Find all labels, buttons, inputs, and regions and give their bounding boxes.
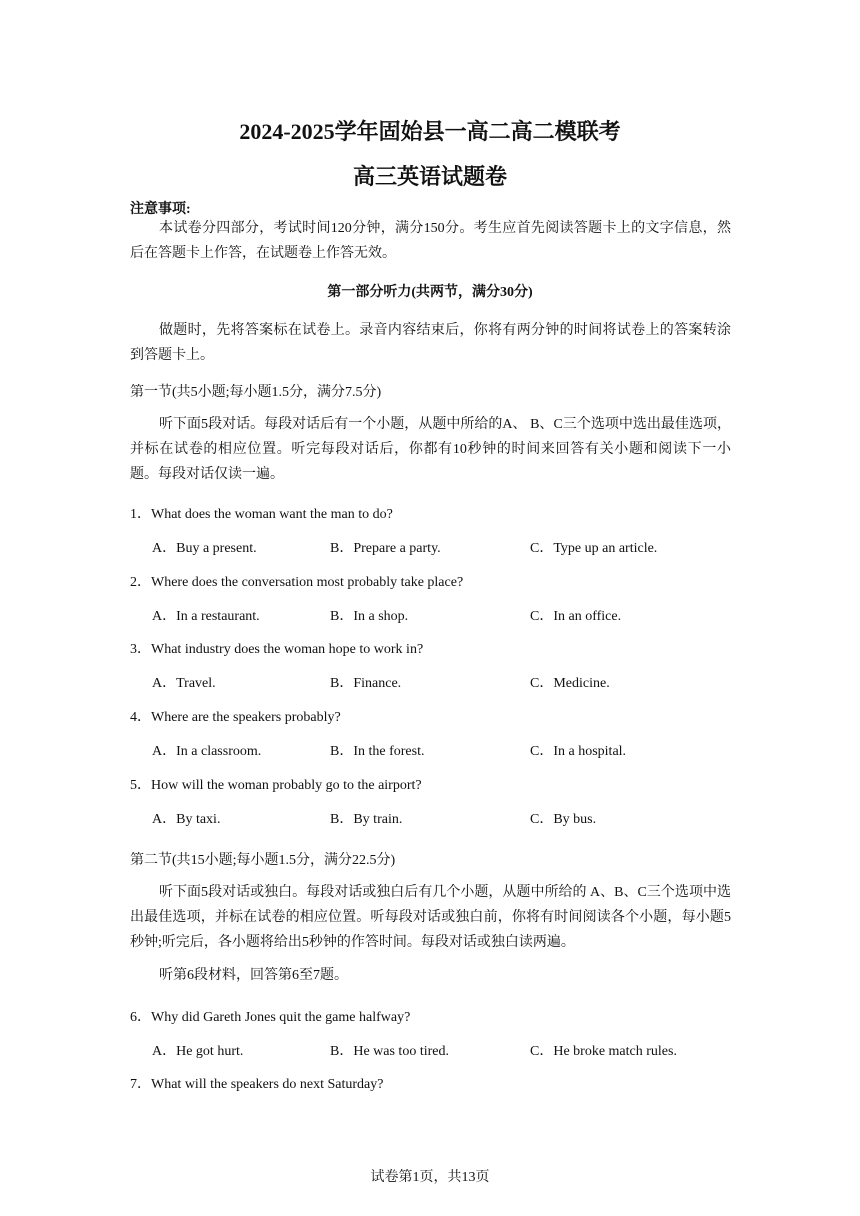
- notice-heading: 注意事项:: [130, 202, 191, 217]
- question-stem: 6．Why did Gareth Jones quit the game halfway?: [130, 1010, 411, 1025]
- option-c: C．In an office.: [530, 609, 622, 624]
- option-a: A．Buy a present.: [152, 541, 257, 556]
- section1-heading: 第一节(共5小题;每小题1.5分，满分7.5分): [130, 385, 382, 400]
- section2-heading: 第二节(共15小题;每小题1.5分，满分22.5分): [130, 853, 396, 868]
- option-c: C．Type up an article.: [530, 541, 658, 556]
- part1-instructions: 做题时，先将答案标在试卷上。录音内容结束后，你将有两分钟的时间将试卷上的答案转涂到答题卡上。: [130, 323, 731, 363]
- question-stem: 4．Where are the speakers probably?: [130, 710, 341, 725]
- exam-title: 2024-2025学年固始县一高二高二模联考: [239, 119, 621, 144]
- material-note: 听第6段材料，回答第6至7题。: [159, 968, 348, 983]
- option-a: A．In a classroom.: [152, 744, 262, 759]
- question-stem: 5．How will the woman probably go to the airport?: [130, 778, 422, 793]
- page-footer: 试卷第1页，共13页: [370, 1170, 490, 1185]
- option-a: A．In a restaurant.: [152, 609, 260, 624]
- option-c: C．He broke match rules.: [530, 1044, 677, 1059]
- option-a: A．Travel.: [152, 676, 216, 691]
- exam-subtitle: 高三英语试题卷: [352, 164, 507, 189]
- section1-instructions: 听下面5段对话。每段对话后有一个小题，从题中所给的A、 B、C三个选项中选出最佳选项，并标在试卷的相应位置。听完每段对话后，你都有10秒钟的时间来回答有关小题和阅读下一小题。每段对话仅读一遍。: [130, 417, 731, 482]
- option-c: C．By bus.: [530, 812, 597, 827]
- question-stem: 7．What will the speakers do next Saturday?: [130, 1077, 384, 1092]
- option-b: B．In the forest.: [330, 744, 425, 759]
- question-stem: 1．What does the woman want the man to do?: [130, 507, 393, 522]
- question-stem: 2．Where does the conversation most probably take place?: [130, 575, 464, 590]
- question-stem: 3．What industry does the woman hope to work in?: [130, 642, 424, 657]
- option-c: C．Medicine.: [530, 676, 610, 691]
- section2-instructions: 听下面5段对话或独白。每段对话或独白后有几个小题，从题中所给的 A、B、C三个选项中选出最佳选项，并标在试卷的相应位置。听每段对话或独白前，你将有时间阅读各个小题，每小题5秒钟;听完后，各小题将给出5秒钟的作答时间。每段对话或独白读两遍。: [130, 885, 731, 950]
- notice-text: 本试卷分四部分，考试时间120分钟，满分150分。考生应首先阅读答题卡上的文字信息，然后在答题卡上作答，在试题卷上作答无效。: [130, 221, 731, 261]
- option-b: B．Finance.: [330, 676, 402, 691]
- option-b: B．In a shop.: [330, 609, 409, 624]
- part1-heading: 第一部分听力(共两节，满分30分): [327, 285, 533, 300]
- option-b: B．He was too tired.: [330, 1044, 449, 1059]
- option-c: C．In a hospital.: [530, 744, 627, 759]
- option-b: B．Prepare a party.: [330, 541, 441, 556]
- option-a: A．By taxi.: [152, 812, 221, 827]
- option-b: B．By train.: [330, 812, 403, 827]
- option-a: A．He got hurt.: [152, 1044, 244, 1059]
